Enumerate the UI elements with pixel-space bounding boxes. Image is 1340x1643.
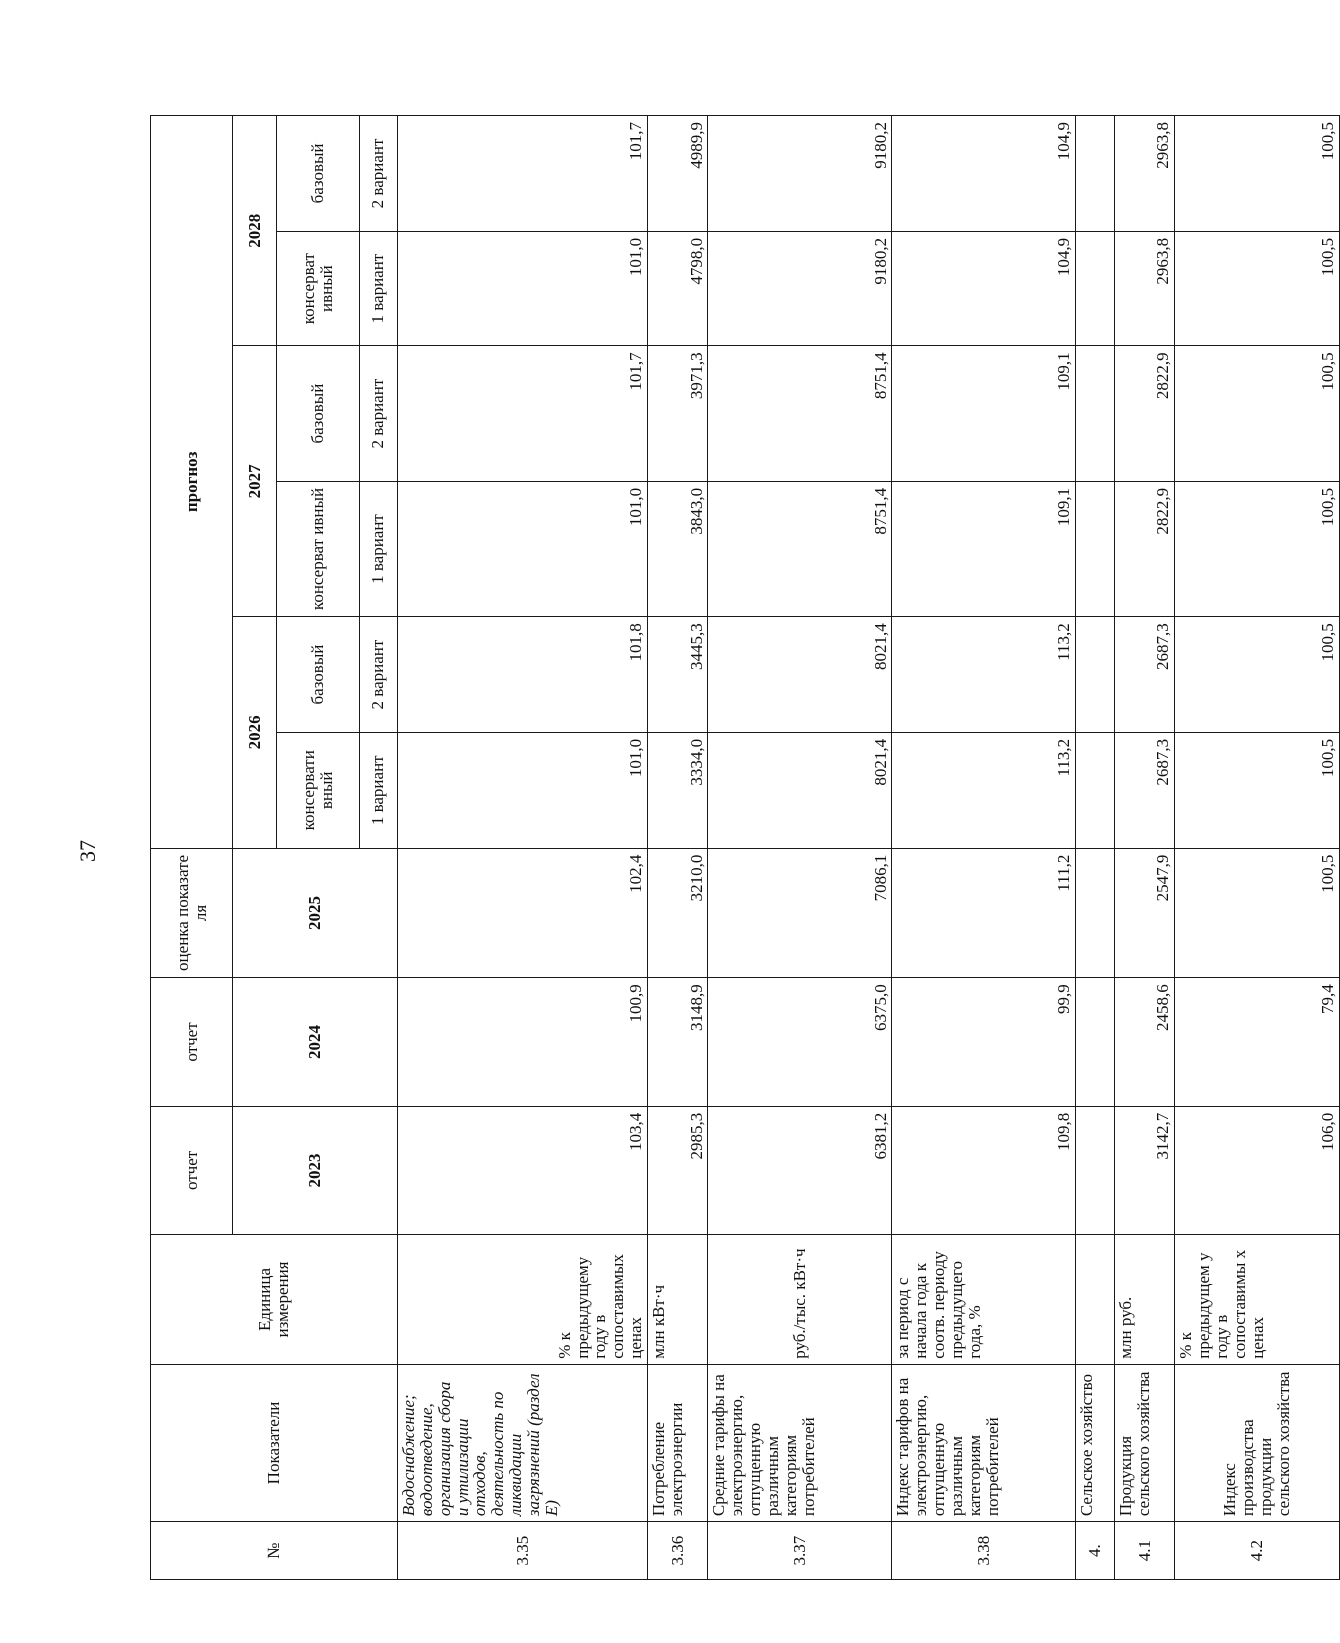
row-indicator: Индекс производства продукции сельского хозяйства	[1175, 1364, 1340, 1521]
table-row	[892, 116, 1076, 1580]
value-2026-v1: 113,2	[892, 732, 1076, 848]
row-unit: % к предыдущем у году в сопоставимы х ценах	[1175, 1235, 1340, 1365]
value-2026-v2: 113,2	[892, 617, 1076, 733]
row-indicator: Средние тарифы на электроэнергию, отпущенную различным категориям потребителей	[708, 1364, 892, 1521]
header-2027-variant1: 1 вариант	[359, 481, 397, 616]
table-row	[647, 116, 707, 1580]
header-report-2024: отчет	[151, 978, 233, 1106]
value-2027-v1: 8751,4	[708, 481, 892, 616]
row-unit: руб./тыс. кВт·ч	[708, 1235, 892, 1365]
value-2027-v1: 2822,9	[1114, 481, 1174, 616]
value-2028-v2: 100,5	[1175, 116, 1340, 232]
value-2027-v1: 109,1	[892, 481, 1076, 616]
row-number: 3.37	[708, 1522, 892, 1580]
row-indicator: Потребление электроэнергии	[647, 1364, 707, 1521]
header-2028-conservative: консерват ивный	[277, 231, 359, 346]
header-2026-variant1: 1 вариант	[359, 732, 397, 848]
value-2023: 2985,3	[647, 1106, 707, 1234]
value-2028-v1: 2963,8	[1114, 231, 1174, 346]
row-indicator: Продукция сельского хозяйства	[1114, 1364, 1174, 1521]
value-2026-v1: 100,5	[1175, 732, 1340, 848]
row-number: 4.1	[1114, 1522, 1174, 1580]
value-2028-v1: 104,9	[892, 231, 1076, 346]
header-forecast: прогноз	[151, 116, 233, 849]
header-year-2023: 2023	[233, 1106, 398, 1234]
value-2027-v2: 101,7	[398, 346, 648, 481]
header-2026-variant2: 2 вариант	[359, 617, 397, 733]
header-year-2027: 2027	[233, 346, 277, 617]
value-2025: 111,2	[892, 848, 1076, 978]
value-2028-v2: 9180,2	[708, 116, 892, 232]
value-2025: 100,5	[1175, 848, 1340, 978]
value-2027-v2: 100,5	[1175, 346, 1340, 481]
value-2024: 2458,6	[1114, 978, 1174, 1106]
rotated-table-container	[150, 115, 1340, 1580]
value-2024: 99,9	[892, 978, 1076, 1106]
page-number: 37	[75, 840, 100, 862]
value-2023: 109,8	[892, 1106, 1076, 1234]
value-2026-v1: 8021,4	[708, 732, 892, 848]
header-estimate: оценка показате ля	[151, 848, 233, 978]
section-row	[1076, 116, 1114, 1580]
row-unit: млн руб.	[1114, 1235, 1174, 1365]
value-2025: 7086,1	[708, 848, 892, 978]
value-2028-v2: 2963,8	[1114, 116, 1174, 232]
header-unit: Единица измерения	[151, 1235, 398, 1365]
value-2027-v2: 109,1	[892, 346, 1076, 481]
row-number: 3.38	[892, 1522, 1076, 1580]
row-unit: за период с начала года к соотв. периоду предыдущего года, %	[892, 1235, 1076, 1365]
section-title: Сельское хозяйство	[1076, 1364, 1114, 1521]
value-2028-v1: 100,5	[1175, 231, 1340, 346]
section-number: 4.	[1076, 1522, 1114, 1580]
header-year-2026: 2026	[233, 617, 277, 848]
value-2026-v2: 100,5	[1175, 617, 1340, 733]
value-2026-v2: 3445,3	[647, 617, 707, 733]
value-2025: 102,4	[398, 848, 648, 978]
row-number: 3.35	[398, 1522, 648, 1580]
table-row	[398, 116, 648, 1580]
value-2027-v2: 2822,9	[1114, 346, 1174, 481]
value-2023: 106,0	[1175, 1106, 1340, 1234]
row-indicator: Водоснабжение; водоотведение, организация сбора и утилизации отходов, деятельность по ликвидации загрязнений (раздел Е)	[398, 1364, 648, 1521]
header-2028-base: базовый	[277, 116, 359, 232]
forecast-table	[150, 115, 1340, 1580]
header-2027-base: базовый	[277, 346, 359, 481]
value-2026-v2: 8021,4	[708, 617, 892, 733]
row-unit: млн кВт·ч	[647, 1235, 707, 1365]
value-2027-v1: 3843,0	[647, 481, 707, 616]
header-report-2023: отчет	[151, 1106, 233, 1234]
value-2024: 79,4	[1175, 978, 1340, 1106]
value-2023: 3142,7	[1114, 1106, 1174, 1234]
header-2028-variant2: 2 вариант	[359, 116, 397, 232]
header-no: №	[151, 1522, 398, 1580]
value-2027-v2: 3971,3	[647, 346, 707, 481]
value-2028-v1: 101,0	[398, 231, 648, 346]
table-row	[1175, 116, 1340, 1580]
value-2028-v2: 4989,9	[647, 116, 707, 232]
value-2028-v2: 104,9	[892, 116, 1076, 232]
value-2023: 103,4	[398, 1106, 648, 1234]
value-2028-v1: 4798,0	[647, 231, 707, 346]
header-year-2025: 2025	[233, 848, 398, 978]
header-2028-variant1: 1 вариант	[359, 231, 397, 346]
row-number: 4.2	[1175, 1522, 1340, 1580]
value-2026-v2: 101,8	[398, 617, 648, 733]
value-2026-v1: 2687,3	[1114, 732, 1174, 848]
value-2024: 100,9	[398, 978, 648, 1106]
value-2025: 3210,0	[647, 848, 707, 978]
value-2027-v2: 8751,4	[708, 346, 892, 481]
table-row	[1114, 116, 1174, 1580]
value-2028-v2: 101,7	[398, 116, 648, 232]
header-indicator: Показатели	[151, 1364, 398, 1521]
value-2026-v1: 3334,0	[647, 732, 707, 848]
header-2026-conservative: консервати вный	[277, 732, 359, 848]
value-2024: 6375,0	[708, 978, 892, 1106]
table-row	[708, 116, 892, 1580]
value-2027-v1: 100,5	[1175, 481, 1340, 616]
header-2027-variant2: 2 вариант	[359, 346, 397, 481]
row-indicator: Индекс тарифов на электроэнергию, отпущенную различным категориям потребителей	[892, 1364, 1076, 1521]
value-2028-v1: 9180,2	[708, 231, 892, 346]
header-year-2028: 2028	[233, 116, 277, 346]
header-2026-base: базовый	[277, 617, 359, 733]
header-year-2024: 2024	[233, 978, 398, 1106]
row-number: 3.36	[647, 1522, 707, 1580]
value-2027-v1: 101,0	[398, 481, 648, 616]
value-2025: 2547,9	[1114, 848, 1174, 978]
row-unit: % к предыдущему году в сопоставимых ценах	[398, 1235, 648, 1365]
value-2023: 6381,2	[708, 1106, 892, 1234]
value-2026-v1: 101,0	[398, 732, 648, 848]
header-2027-conservative: консерват ивный	[277, 481, 359, 616]
value-2026-v2: 2687,3	[1114, 617, 1174, 733]
value-2024: 3148,9	[647, 978, 707, 1106]
